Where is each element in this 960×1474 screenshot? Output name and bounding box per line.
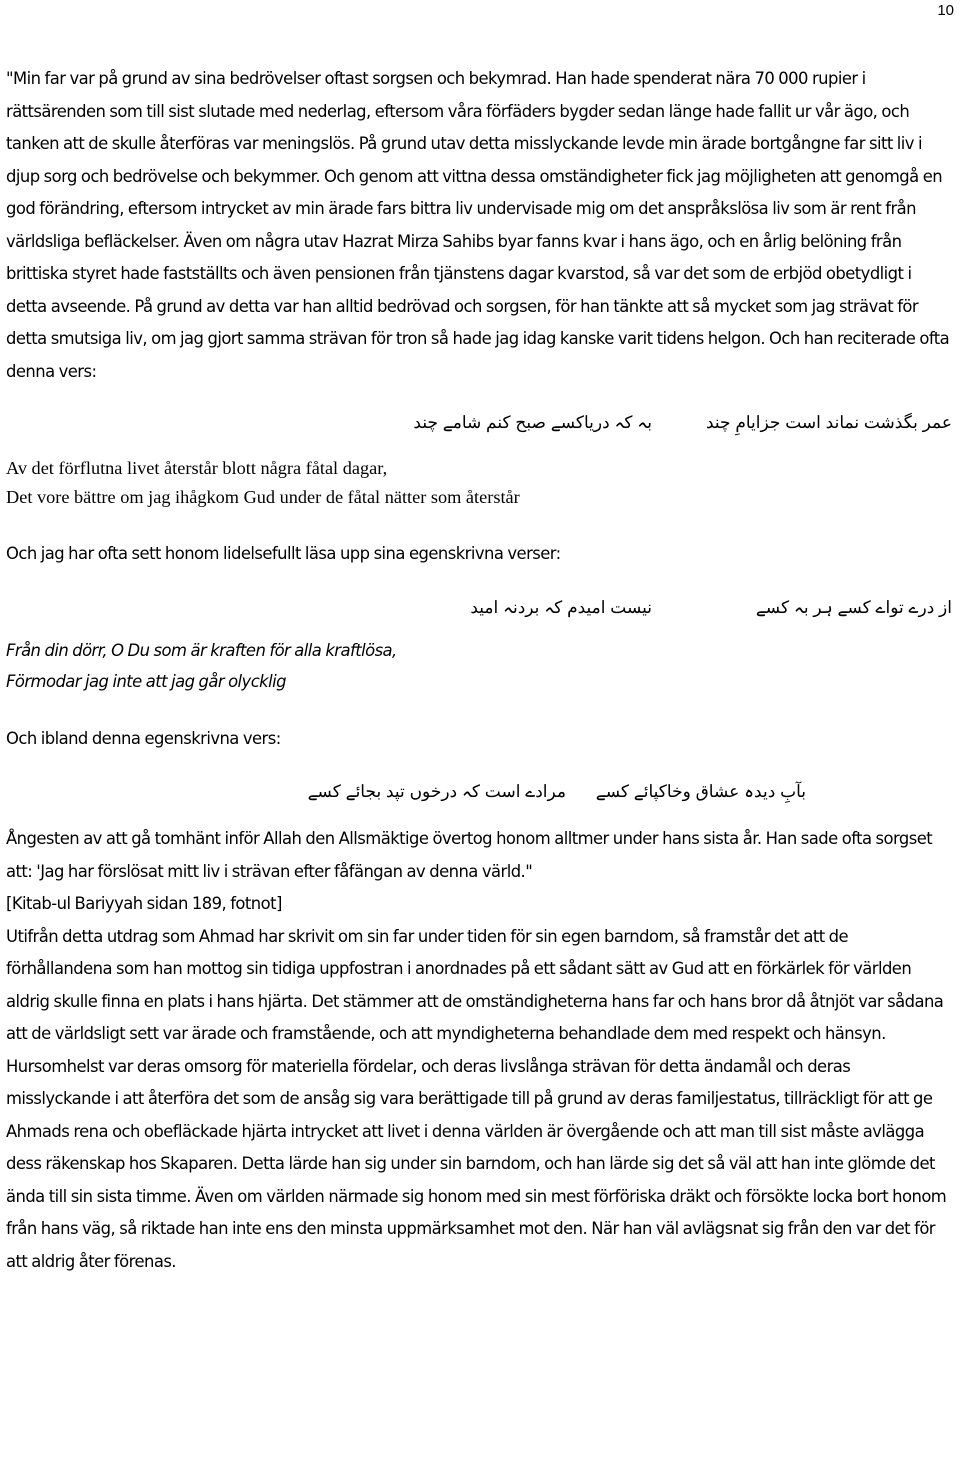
persian-verse-3-first-hemistich: بآبِ دیدہ عشاق وخاکپائے کسے xyxy=(595,782,806,802)
persian-verse-2-second-hemistich: نیست امیدم کہ بردنہ امید xyxy=(470,597,652,618)
paragraph-childhood-reflection: Utifrån detta utdrag som Ahmad har skrivit om sin far under tiden för sin egen barndom, så framstår det att de förhållandena som han mottog sin tidiga uppfostran i anordnades på ett sådant sätt av Gud att en förkärlek för världen aldrig skulle finna en plats i hans hjärta. Det stämmer att de omständigheterna hans far och hans bror då åtnjöt var sådana att de världsligt sett var ärade och framstående, och att myndigheterna behandlade dem med respekt och hänsyn. Hursomhelst var deras omsorg för materiella fördelar, och deras livslånga strävan för detta ändamål och deras misslyckande i att återföra det som de ansåg sig vara berättigade till på grund av deras familjestatus, tillräckligt för att ge Ahmads rena och obefläckade hjärta intrycket att livet i denna världen är övergående och att man till sist måste avlägga dess räkenskap hos Skaparen. Detta lärde han sig under sin barndom, och han lärde sig det så väl att han inte glömde det ända till sin sista timme. Även om världen närmade sig honom med sin mest förföriska dräkt och försökte locka bort honom från hans väg, så riktade han inte ens den minsta uppmärksamhet mot den. När han väl avlägsnat sig från den var det för att aldrig åter förenas. xyxy=(6,926,947,1271)
page-number: 10 xyxy=(937,2,954,19)
persian-verse-2-first-hemistich: از درے تواے کسے ہر بہ کسے xyxy=(755,597,952,618)
verse-1-translation-line-1: Av det förflutna livet återstår blott några fåtal dagar, xyxy=(6,458,388,478)
verse-1-translation xyxy=(6,454,956,512)
paragraph-father-sorrow: "Min far var på grund av sina bedrövelser oftast sorgsen och bekymrad. Han hade spenderat nära 70 000 rupier i rättsärenden som till sist slutade med nederlag, eftersom våra förfäders bygder sedan länge hade fallit ur vår ägo, och tanken att de skulle återföras var meningslös. På grund utav detta misslyckande levde min ärade bortgångne far sitt liv i djup sorg och bedrövelse och bekymmer. Och genom att vittna dessa omständigheter fick jag möjligheten att genomgå en god förändring, eftersom intrycket av min ärade fars bittra liv undervisade mig om det anspråkslösa liv som är rent från världsliga befläckelser. Även om några utav Hazrat Mirza Sahibs byar fanns kvar i hans ägo, och en årlig belöning från brittiska styret hade fastställts och även pensionen från tjänstens dagar kvarstod, så var det som de erbjöd obetydligt i detta avseende. På grund av detta var han alltid bedrövad och sorgsen, för han tänkte att så mycket som jag strävat för detta smutsiga liv, om jag gjort samma strävan för tron så hade jag idag kanske varit tidens helgon. Och han reciterade ofta denna vers: xyxy=(6,69,950,381)
persian-verse-3 xyxy=(6,775,956,809)
persian-verse-1 xyxy=(6,406,956,440)
persian-verse-2 xyxy=(6,591,956,625)
paragraph-final-years: Ångesten av att gå tomhänt inför Allah den Allsmäktige övertog honom alltmer under hans sista år. Han sade ofta sorgset att: 'Jag har förslösat mitt liv i strävan efter fåfängan av denna värld." xyxy=(6,829,933,881)
verse-2-translation xyxy=(6,635,956,697)
verse-2-translation-line-1: Från din dörr, O Du som är kraften för alla kraftlösa, xyxy=(6,640,397,660)
paragraph-verse-3-intro: Och ibland denna egenskrivna vers: xyxy=(6,728,281,748)
paragraph-own-verses-intro: Och jag har ofta sett honom lidelsefullt läsa upp sina egenskrivna verser: xyxy=(6,544,561,563)
persian-verse-1-first-hemistich: عمر بگذشت نماند است جزایامِ چند xyxy=(705,413,952,433)
persian-verse-1-second-hemistich: بہ کہ دریاکسے صبح کنم شامے چند xyxy=(413,413,652,433)
citation: [Kitab-ul Bariyyah sidan 189, fotnot] xyxy=(6,894,282,913)
document-body xyxy=(6,63,956,1278)
verse-1-translation-line-2: Det vore bättre om jag ihågkom Gud under de fåtal nätter som återstår xyxy=(6,487,520,507)
persian-verse-3-second-hemistich: مرادے است کہ درخوں تپد بجائے کسے xyxy=(307,782,566,802)
verse-2-translation-line-2: Förmodar jag inte att jag går olycklig xyxy=(6,671,286,691)
